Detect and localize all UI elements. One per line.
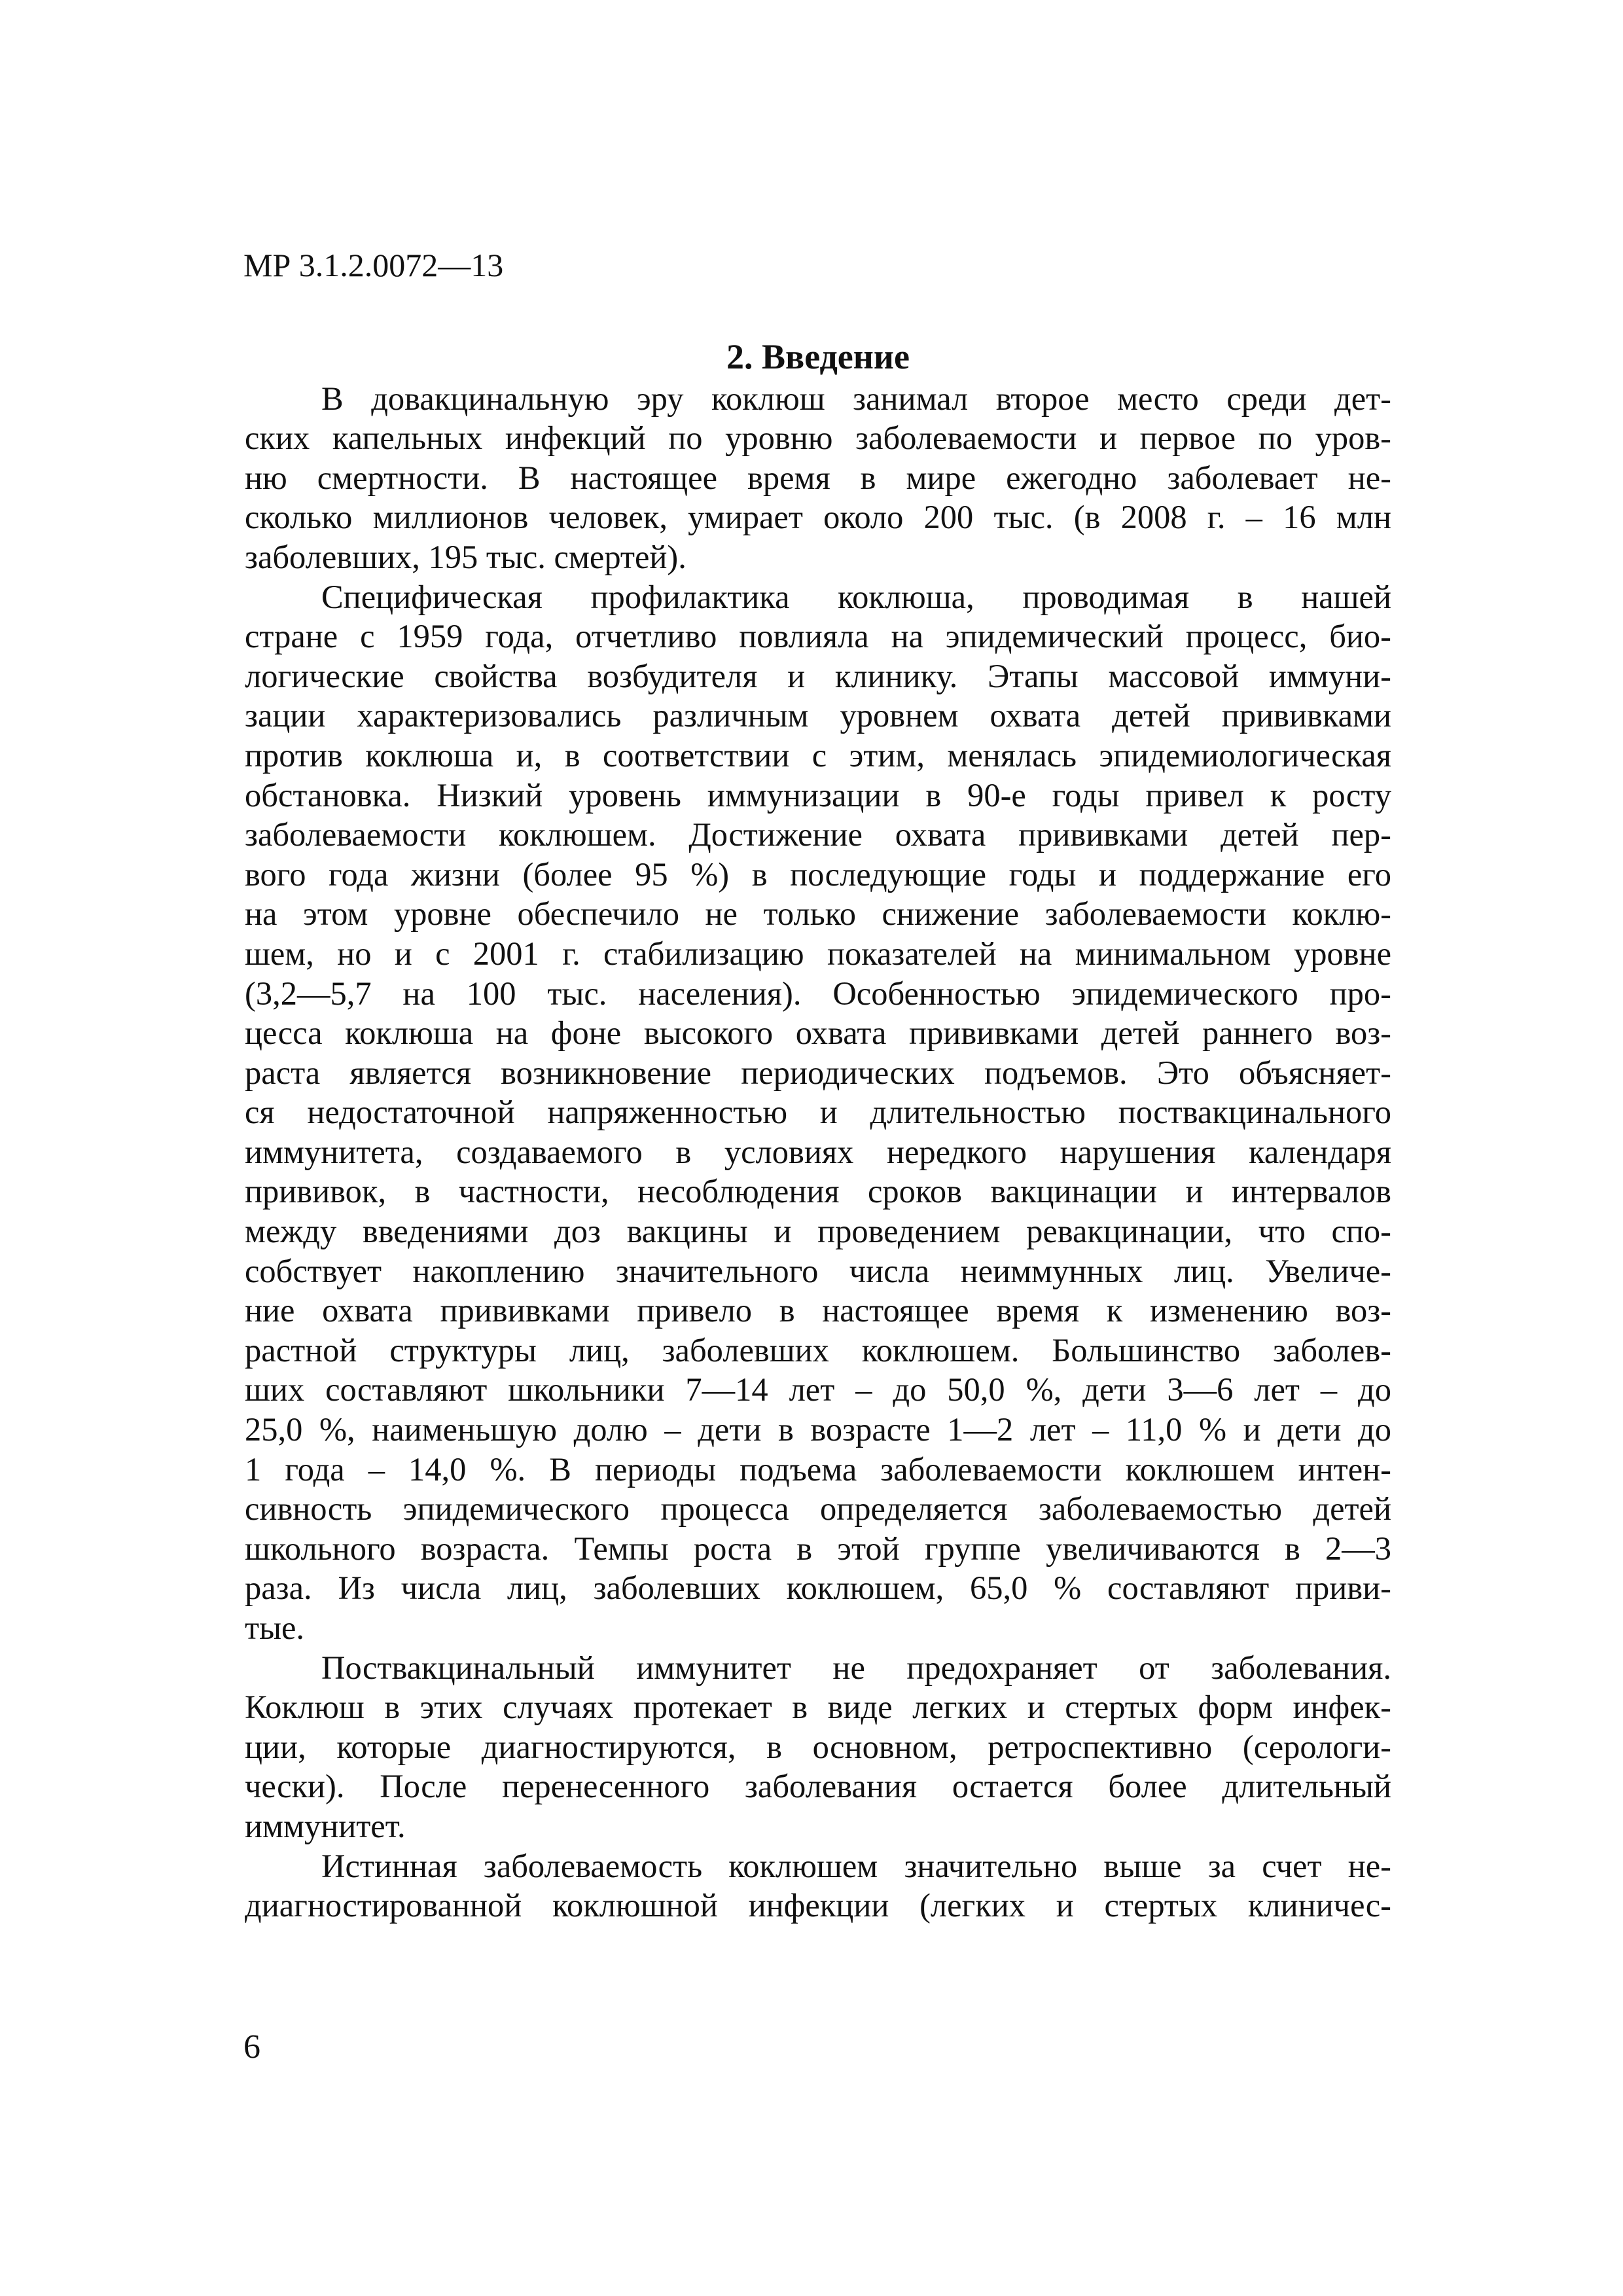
text-line: ших составляют школьники 7—14 лет – до 50,0 %, дети 3—6 лет – до (245, 1371, 1391, 1408)
text-line: Специфическая профилактика коклюша, проводимая в нашей (321, 578, 1391, 615)
section-title: 2. Введение (726, 337, 910, 376)
text-line: зации характеризовались различным уровнем охвата детей прививками (245, 697, 1391, 734)
paragraph-1 (245, 379, 1391, 577)
text-line: заболеваемости коклюшем. Достижение охвата прививками детей пер- (245, 816, 1391, 853)
text-line: ских капельных инфекций по уровню заболеваемости и первое по уров- (245, 420, 1391, 457)
text-line: тые. (245, 1609, 305, 1646)
text-line: Истинная заболеваемость коклюшем значительно выше за счет не- (321, 1847, 1391, 1884)
text-line: ние охвата прививками привело в настоящее время к изменению воз- (245, 1292, 1391, 1329)
text-line: стране с 1959 года, отчетливо повлияла на эпидемический процесс, био- (245, 618, 1391, 655)
text-line: иммунитет. (245, 1807, 406, 1844)
text-line: раста является возникновение периодических подъемов. Это объясняет- (245, 1054, 1391, 1091)
text-line: растной структуры лиц, заболевших коклюшем. Большинство заболев- (245, 1331, 1391, 1369)
text-line: школьного возраста. Темпы роста в этой группе увеличиваются в 2—3 (245, 1530, 1391, 1567)
text-line: В довакцинальную эру коклюш занимал второе место среди дет- (321, 380, 1391, 417)
text-line: ции, которые диагностируются, в основном, ретроспективно (серологи- (245, 1728, 1391, 1765)
text-line: сивность эпидемического процесса определяется заболеваемостью детей (245, 1490, 1391, 1528)
text-line: шем, но и с 2001 г. стабилизацию показателей на минимальном уровне (245, 935, 1391, 972)
body-text (245, 337, 1391, 1926)
text-line: 25,0 %, наименьшую долю – дети в возрасте 1—2 лет – 11,0 % и дети до (245, 1411, 1391, 1448)
text-line: (3,2—5,7 на 100 тыс. населения). Особенностью эпидемического про- (245, 975, 1391, 1012)
document-code: МР 3.1.2.0072—13 (243, 247, 504, 283)
paragraph-4 (245, 1846, 1391, 1926)
text-line: сколько миллионов человек, умирает около 200 тыс. (в 2008 г. – 16 млн (245, 499, 1391, 536)
text-line: раза. Из числа лиц, заболевших коклюшем, 65,0 % составляют приви- (245, 1570, 1391, 1607)
text-line: 1 года – 14,0 %. В периоды подъема заболеваемости коклюшем интен- (245, 1450, 1391, 1488)
text-line: обстановка. Низкий уровень иммунизации в 90-е годы привел к росту (245, 776, 1391, 814)
text-line: чески). После перенесенного заболевания остается более длительный (245, 1768, 1391, 1805)
paragraph-3 (245, 1648, 1391, 1846)
text-line: на этом уровне обеспечило не только снижение заболеваемости коклю- (245, 895, 1391, 933)
text-line: вого года жизни (более 95 %) в последующие годы и поддержание его (245, 855, 1391, 893)
text-line: иммунитета, создаваемого в условиях нередкого нарушения календаря (245, 1133, 1391, 1170)
text-line: диагностированной коклюшной инфекции (легких и стертых клиничес- (245, 1887, 1391, 1924)
text-line: ню смертности. В настоящее время в мире ежегодно заболевает не- (245, 459, 1391, 496)
text-line: между введениями доз вакцины и проведением ревакцинации, что спо- (245, 1213, 1391, 1250)
paragraph-2 (245, 577, 1391, 1648)
page-number: 6 (243, 2028, 260, 2066)
text-line: заболевших, 195 тыс. смертей). (245, 538, 687, 575)
text-line: Поствакцинальный иммунитет не предохраняет от заболевания. (321, 1649, 1391, 1686)
text-line: прививок, в частности, несоблюдения сроков вакцинации и интервалов (245, 1173, 1391, 1210)
text-line: цесса коклюша на фоне высокого охвата прививками детей раннего воз- (245, 1014, 1391, 1052)
text-line: ся недостаточной напряженностью и длительностью поствакцинального (245, 1094, 1391, 1131)
text-line: Коклюш в этих случаях протекает в виде легких и стертых форм инфек- (245, 1689, 1391, 1726)
text-line: собствует накоплению значительного числа неиммунных лиц. Увеличе- (245, 1252, 1391, 1289)
text-line: логические свойства возбудителя и клинику. Этапы массовой иммуни- (245, 657, 1391, 694)
text-line: против коклюша и, в соответствии с этим, менялась эпидемиологическая (245, 736, 1391, 774)
